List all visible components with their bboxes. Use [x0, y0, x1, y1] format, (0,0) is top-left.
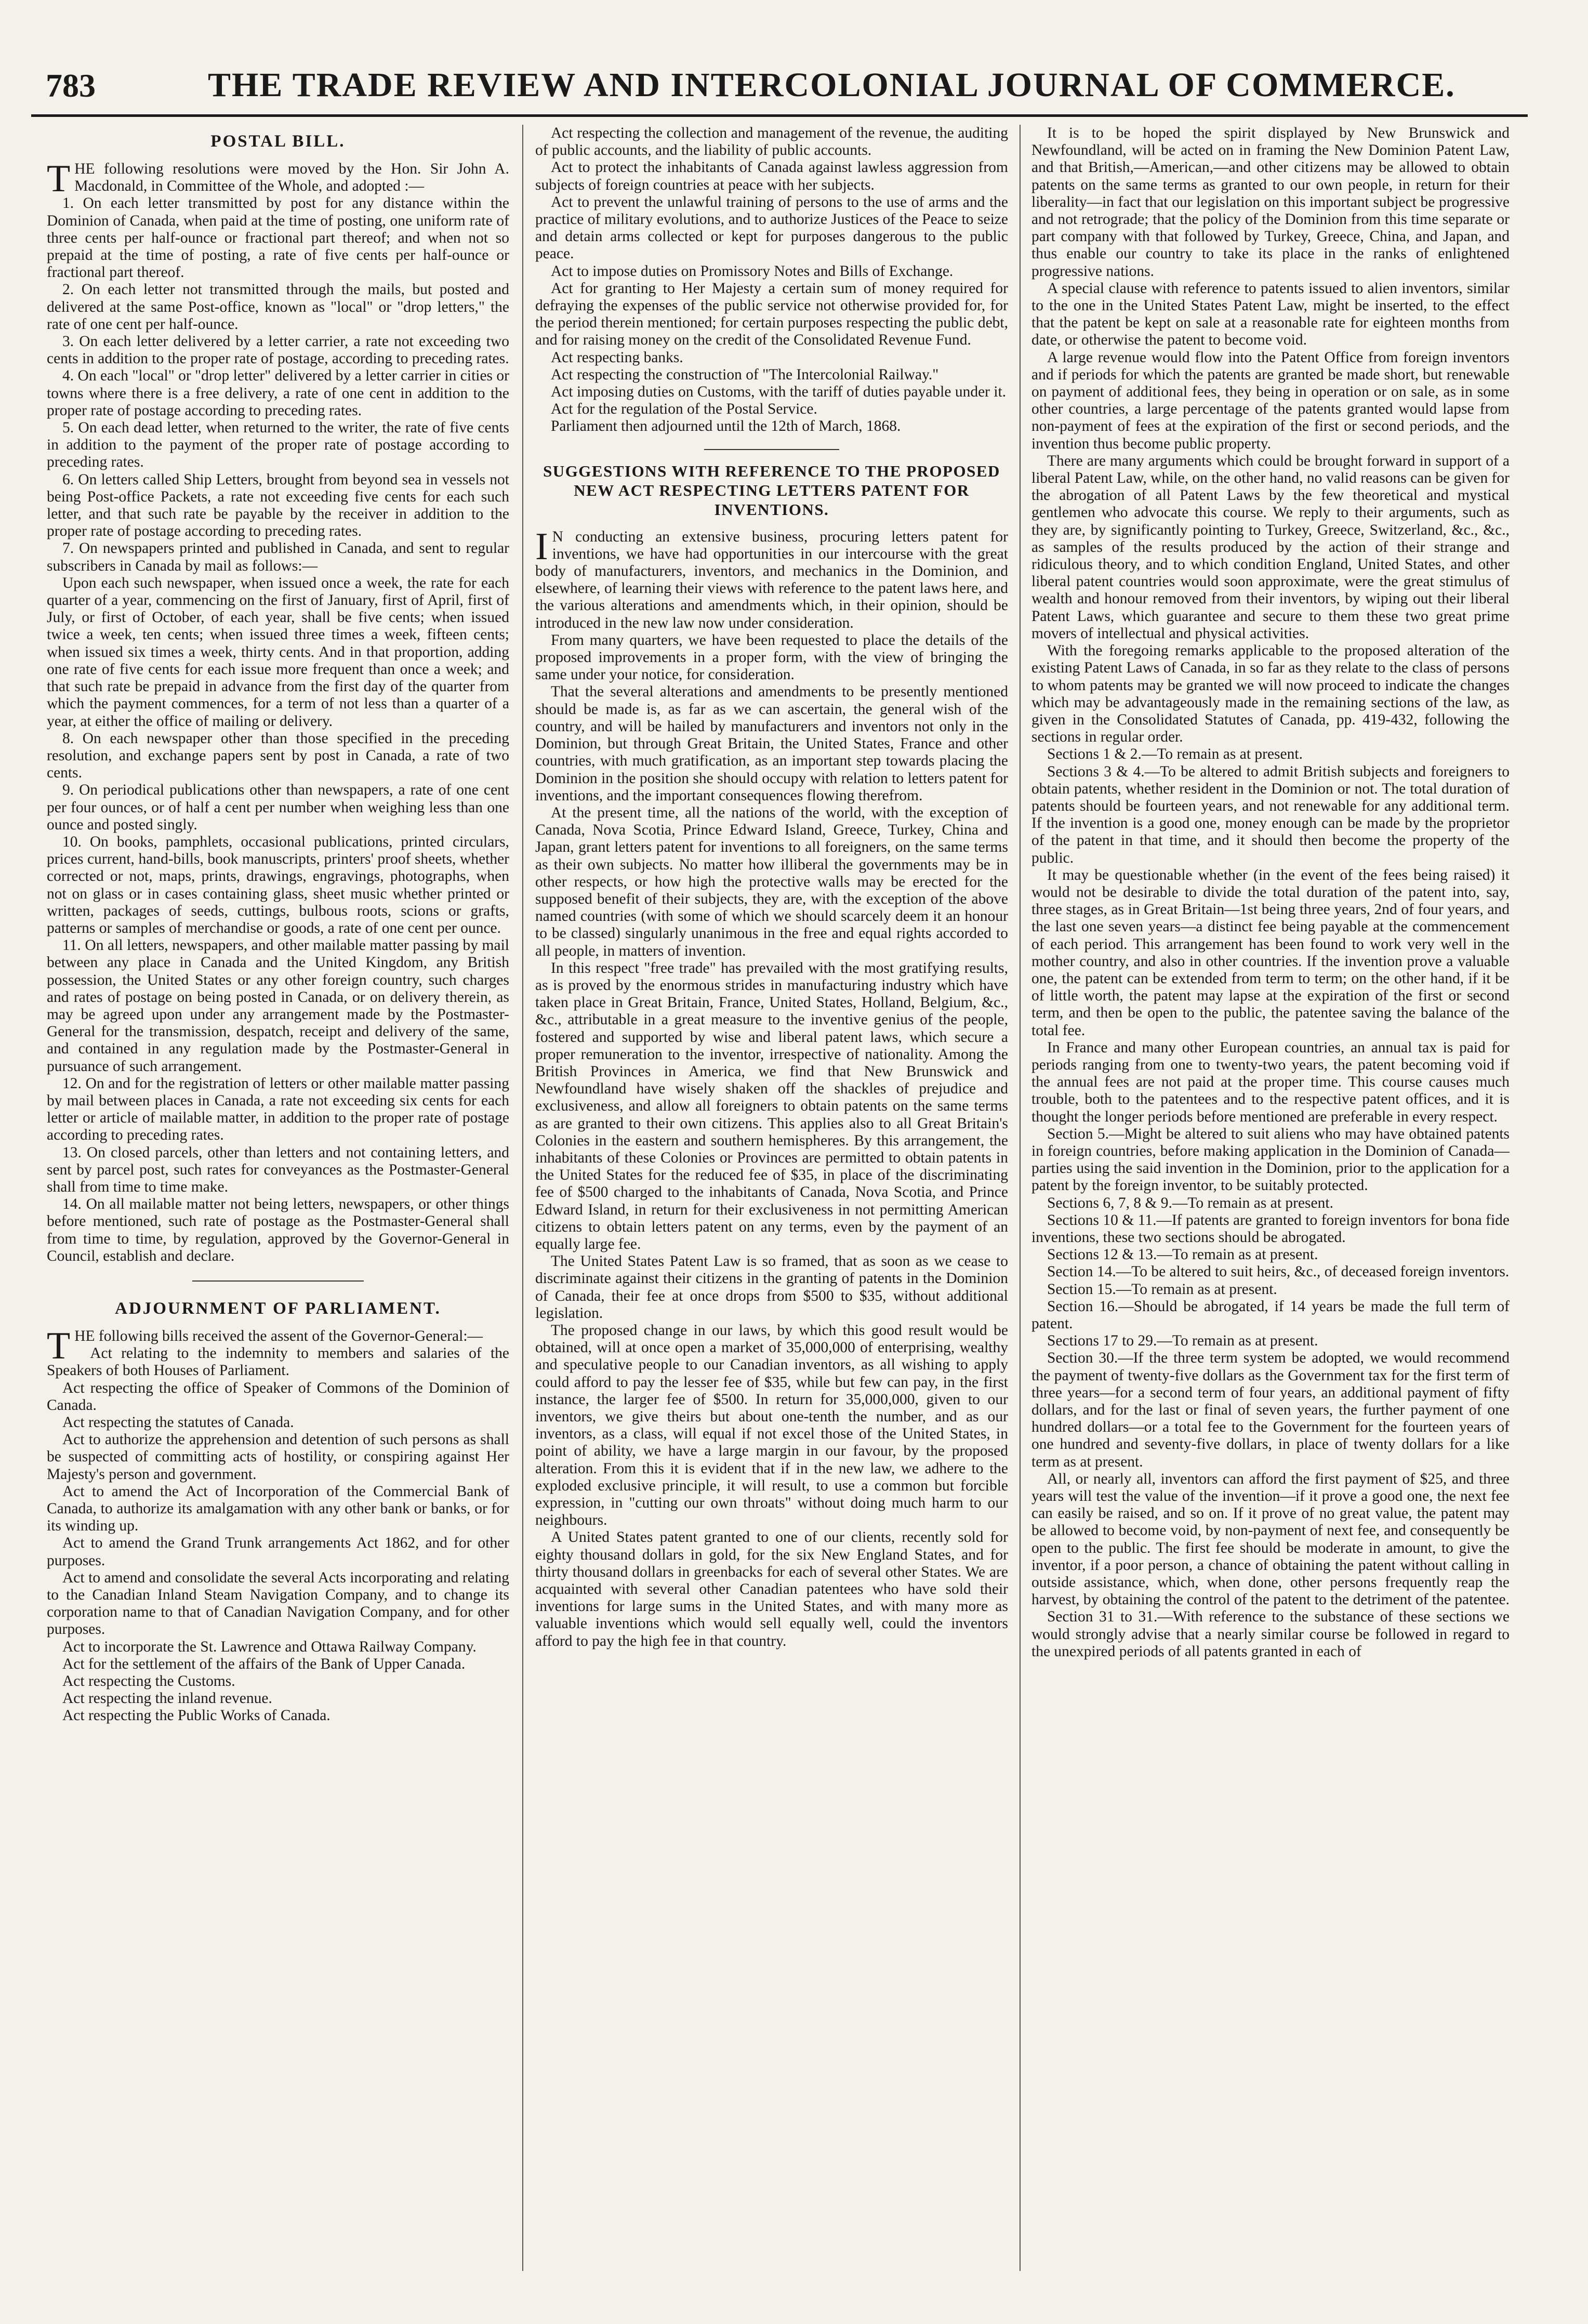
article-paragraph: Act to authorize the apprehension and detention of such persons as shall be suspected of committing acts of hostility, or conspiring against Her Majesty's person and government. — [47, 1431, 509, 1483]
journal-title: THE TRADE REVIEW AND INTERCOLONIAL JOURNAL OF COMMERCE. — [208, 66, 1455, 104]
article-paragraph: Act respecting the construction of "The Intercolonial Railway." — [551, 366, 939, 383]
article-paragraph: With the foregoing remarks applicable to the proposed alteration of the existing Patent Laws of Canada, in so far as they relate to the class of persons to whom patents may be granted we will now proceed to indicate the changes which may be advantageously made in the remaining sections of the law, as given in the Consolidated Statutes of Canada, pp. 419-432, following the sections in regular order. — [1031, 642, 1510, 746]
article-paragraph: Sections 17 to 29.—To remain as at present. — [1047, 1332, 1318, 1350]
article-paragraph: Sections 1 & 2.—To remain as at present. — [1047, 746, 1303, 763]
article-paragraph: Act to impose duties on Promissory Notes and Bills of Exchange. — [551, 262, 954, 280]
suggestions-heading: SUGGESTIONS WITH REFERENCE TO THE PROPOSED NEW ACT RESPECTING LETTERS PATENT FOR INVENTIONS. — [543, 461, 1000, 519]
article-paragraph: Section 14.—To be altered to suit heirs, &c., of deceased foreign inventors. — [1047, 1263, 1510, 1280]
article-paragraph: It may be questionable whether (in the event of the fees being raised) it would not be desirable to divide the total duration of the patent into, say, three stages, as in Great Britain—1st being three years, 2nd of four years, and the last one seven years—a distinct fee being payable at the commencement of each period. This arrangement has been found to work very well in the mother country, and also in other countries. If the invention prove a valuable one, the patent can be extended from term to term; on the other hand, if it be of little worth, the patent may lapse at the expiration of the first or second term, and then be open to the public, the patentee saving the balance of the total fee. — [1031, 866, 1510, 1039]
article-paragraph: 5. On each dead letter, when returned to the writer, the rate of five cents in addition to the payment of the proper rate of postage according to preceding rates. — [47, 419, 509, 471]
column-rule — [1020, 125, 1021, 2271]
article-paragraph: 1. On each letter transmitted by post for any distance within the Dominion of Canada, when paid at the time of posting, one uniform rate of three cents per half-ounce or fractional part thereof; and when not so prepaid at the time of posting, a rate of five cents per half-ounce or fractional part thereof. — [47, 195, 509, 281]
article-paragraph: Act to amend the Act of Incorporation of the Commercial Bank of Canada, to authorize its amalgamation with any other bank or banks, or for its winding up. — [47, 1483, 509, 1535]
article-paragraph: Act imposing duties on Customs, with the tariff of duties payable under it. — [551, 384, 1007, 401]
column-1 — [47, 125, 509, 2271]
article-paragraph: 14. On all mailable matter not being letters, newspapers, or other things before mentioned, such rate of postage as the Postmaster-General shall from time to time, by regulation, approved by the Governor-General in Council, establish and declare. — [47, 1196, 509, 1264]
article-paragraph: Act for the settlement of the affairs of the Bank of Upper Canada. — [62, 1655, 466, 1672]
postal-bill-intro: THE following resolutions were moved by the Hon. Sir John A. Macdonald, in Committee of the Whole, and adopted :— — [47, 157, 509, 200]
adjournment-intro: THE following bills received the assent of the Governor-General:— — [47, 1325, 483, 1367]
article-paragraph: Section 16.—Should be abrogated, if 14 years be made the full term of patent. — [1031, 1298, 1510, 1332]
article-paragraph: Act respecting banks. — [551, 349, 683, 366]
article-paragraph: Act to incorporate the St. Lawrence and Ottawa Railway Company. — [62, 1638, 477, 1655]
article-paragraph: IN conducting an extensive business, procuring letters patent for inventions, we have had opportunities in our intercourse with the great body of manufacturers, inventors, and mechanics in the Dominion, and elsewhere, of learning their views with reference to the patent laws here, and the various alterations and amendments which, in their opinion, should be introduced in the new law now under consideration. — [535, 525, 1008, 631]
article-paragraph: Upon each such newspaper, when issued once a week, the rate for each quarter of a year, commencing on the first of January, first of April, first of July, or first of October, of each year, shall be five cents; when issued twice a week, ten cents; when issued three times a week, fifteen cents; when issued six times a week, thirty cents. And in that proportion, adding one rate of five cents for each issue more frequent than once a week; and that such rate be prepaid in advance from the first day of the quarter from which the payment commences, for a term of not less than a quarter of a year, at either the office of mailing or delivery. — [47, 574, 509, 730]
article-paragraph: 9. On periodical publications other than newspapers, a rate of one cent per four ounces, or of half a cent per number when weighing less than one ounce and posted singly. — [47, 782, 509, 833]
postal-bill-heading: POSTAL BILL. — [210, 132, 346, 151]
article-paragraph: 2. On each letter not transmitted through the mails, but posted and delivered at the same Post-office, known as "local" or "drop letters," the rate of one cent per half-ounce. — [47, 281, 509, 333]
article-paragraph: 13. On closed parcels, other than letters and not containing letters, and sent by parcel post, such rates for conveyances as the Postmaster-General shall from time to time make. — [47, 1144, 509, 1195]
article-paragraph: 7. On newspapers printed and published in Canada, and sent to regular subscribers in Canada by mail as follows:— — [47, 540, 509, 574]
article-paragraph: It is to be hoped the spirit displayed by New Brunswick and Newfoundland, will be acted on in framing the New Dominion Patent Law, and that British,—American,—and other citizens may be allowed to obtain patents on the same terms as granted to our own people, in return for their liberality—in fact that our legislation on this important subject be progressive and not retrograde; that the policy of the Dominion from this time separate or part company with that followed by Turkey, Greece, China, and Japan, and thus enable our country to take its place in the ranks of enlightened progressive nations. — [1031, 125, 1510, 280]
article-paragraph: Section 31 to 31.—With reference to the substance of these sections we would strongly advise that a nearly similar course be followed in regard to the unexpired periods of all patents granted in each of — [1031, 1608, 1510, 1660]
postal-bill-resolutions — [47, 195, 509, 1265]
article-paragraph: There are many arguments which could be brought forward in support of a liberal Patent Law, while, on the other hand, no valid reasons can be given for the abrogation of all Patent Laws by the few theoretical and mystical gentlemen who advocate this course. We reply to their arguments, such as they are, by significantly pointing to Turkey, Greece, Switzerland, &c., &c., as samples of the results produced by the action of their strange and ridiculous theory, and to which condition England, United States, and other liberal patent countries would soon approximate, were the great stimulus of wealth and honour removed from their inventors, by wiping out their liberal Patent Laws, which guarantee and secure to them these two great prime movers of intellectual and physical activities. — [1031, 452, 1510, 642]
article-paragraph: Sections 6, 7, 8 & 9.—To remain as at present. — [1047, 1194, 1333, 1211]
article-paragraph: 10. On books, pamphlets, occasional publications, printed circulars, prices current, hand-bills, book manuscripts, printers' proof sheets, whether corrected or not, maps, prints, drawings, engravings, photographs, when not on glass or in cases containing glass, sheet music whether printed or written, packages of seeds, cuttings, bulbous roots, scions or grafts, patterns or samples of merchandise or goods, a rate of one cent per ounce. — [47, 833, 509, 936]
article-paragraph: Act to amend the Grand Trunk arrangements Act 1862, and for other purposes. — [47, 1535, 509, 1569]
bills-list — [47, 1345, 509, 1724]
article-paragraph: Sections 12 & 13.—To remain as at present. — [1047, 1246, 1318, 1263]
article-paragraph: Section 5.—Might be altered to suit aliens who may have obtained patents in foreign countries, before making application in the Dominion of Canada—parties using the said invention in the Dominion, prior to the application for a patent by the foreign inventor, to be suitably protected. — [1031, 1125, 1510, 1194]
article-paragraph: A large revenue would flow into the Patent Office from foreign inventors and if periods for which the patents are granted be made short, but renewable on payment of additional fees, they being in operation or on sale, as in some other countries, a large percentage of the patents granted would lapse from non-payment of fees at the expiration of the first or second periods, and the invention thus become public property. — [1031, 349, 1510, 452]
article-paragraph: Sections 3 & 4.—To be altered to admit British subjects and foreigners to obtain patents, whether resident in the Dominion or not. The total duration of patents should be fourteen years, and not renewable for any additional term. If the invention is a good one, money enough can be made by the proprietor of the patent in that time, and it should then become the property of the public. — [1031, 763, 1510, 866]
article-paragraph: All, or nearly all, inventors can afford the first payment of $25, and three years will test the value of the invention—if it prove a good one, the next fee can easily be raised, and so on. If it prove of no great value, the patent may be allowed to become void, by non-payment of next fee, and consequently be open to the public. The first fee should be moderate in amount, to give the inventor, if a poor person, a chance of obtaining the patent without calling in outside assistance, which, when done, other persons frequently reap the harvest, by obtaining the control of the patent to the detriment of the patentee. — [1031, 1470, 1510, 1608]
article-paragraph: 11. On all letters, newspapers, and other mailable matter passing by mail between any place in Canada and the United Kingdom, any British possession, the United States or any other foreign country, such charges and rates of postage on being posted in Canada, or on delivery therein, as may be agreed upon under any arrangement made by the Postmaster-General for the transmission, despatch, receipt and delivery of the same, and contained in any regulation made by the Postmaster-General in pursuance of such arrangement. — [47, 937, 509, 1075]
article-paragraph: Act to protect the inhabitants of Canada against lawless aggression from subjects of foreign countries at peace with her subjects. — [535, 159, 1008, 193]
suggestions-body — [535, 525, 1008, 1650]
article-paragraph: At the present time, all the nations of the world, with the exception of Canada, Nova Scotia, Prince Edward Island, Greece, Turkey, China and Japan, grant letters patent for inventions to all foreigners, on the same terms as their own subjects. No matter how illiberal the governments may be in other respects, or how high the protective walls may be erected for the supposed benefit of their subjects, they are, with the exception of the above named countries (with some of which we should scarcely deem it an honour to be classed) singularly unanimous in the free and equal rights accorded to all people, in matters of invention. — [535, 804, 1008, 959]
article-paragraph: Act for the regulation of the Postal Service. — [551, 401, 817, 418]
article-paragraph: Act respecting the Public Works of Canada. — [62, 1707, 330, 1724]
column-rule — [522, 125, 523, 2271]
article-paragraph: Act to amend and consolidate the several Acts incorporating and relating to the Canadian Inland Steam Navigation Company, and to change its corporation name to that of Canadian Navigation Company, and for other purposes. — [47, 1569, 509, 1638]
article-paragraph: The United States Patent Law is so framed, that as soon as we cease to discriminate against their citizens in the granting of patents in the Dominion of Canada, their fee at once drops from $500 to $35, without additional legislation. — [535, 1253, 1008, 1322]
article-paragraph: Section 30.—If the three term system be adopted, we would recommend the payment of twenty-five dollars as the Government tax for the first term of three years—for a second term of four years, an additional payment of fifty dollars, and for the last or final of seven years, the further payment of one hundred dollars—or a total fee to the Government for the fourteen years of one hundred and seventy-five dollars, in place of twenty dollars for a like term as at present. — [1031, 1350, 1510, 1470]
article-paragraph: 3. On each letter delivered by a letter carrier, a rate not exceeding two cents in addition to the proper rate of postage, according to preceding rates. — [47, 333, 509, 367]
article-paragraph: Act to prevent the unlawful training of persons to the use of arms and the practice of military evolutions, and to authorize Justices of the Peace to seize and detain arms collected or kept for purposes dangerous to the public peace. — [535, 193, 1008, 262]
article-paragraph: Act for granting to Her Majesty a certain sum of money required for defraying the expenses of the public service not otherwise provided for, for the period therein mentioned; for certain purposes respecting the public debt, and for raising money on the credit of the Consolidated Revenue Fund. — [535, 280, 1008, 349]
article-paragraph: 8. On each newspaper other than those specified in the preceding resolution, and exchange papers sent by post in Canada, a rate of two cents. — [47, 730, 509, 782]
page-number: 783 — [46, 67, 96, 104]
section-divider — [192, 1280, 364, 1282]
article-paragraph: A United States patent granted to one of our clients, recently sold for eighty thousand dollars in gold, for the six New England States, and for thirty thousand dollars in greenbacks for each of several other States. We are acquainted with several other Canadian patentees who have sold their inventions for large sums in the United States, and with many more as valuable inventions which would sell equally well, could the inventors afford to pay the high fee in that country. — [535, 1529, 1008, 1649]
article-paragraph: 4. On each "local" or "drop letter" delivered by a letter carrier in cities or towns where there is a free delivery, a rate of one cent in addition to the proper rate of postage according to preceding rates. — [47, 367, 509, 419]
section-divider — [704, 449, 839, 450]
article-paragraph: Act relating to the indemnity to members and salaries of the Speakers of both Houses of Parliament. — [47, 1345, 509, 1379]
article-paragraph: Act respecting the office of Speaker of Commons of the Dominion of Canada. — [47, 1379, 509, 1414]
article-paragraph: Act respecting the statutes of Canada. — [62, 1414, 294, 1431]
suggestions-body-continued — [1031, 125, 1510, 1660]
article-paragraph: Section 15.—To remain as at present. — [1047, 1280, 1277, 1298]
article-paragraph: 12. On and for the registration of letters or other mailable matter passing by mail between places in Canada, a rate not exceeding six cents for each letter or article of mailable matter, in addition to the proper rate of postage according to preceding rates. — [47, 1075, 509, 1144]
article-paragraph: Sections 10 & 11.—If patents are granted to foreign inventors for bona fide inventions, these two sections should be abrogated. — [1031, 1211, 1510, 1246]
column-2 — [535, 125, 1008, 2271]
article-paragraph: A special clause with reference to patents issued to alien inventors, similar to the one in the United States Patent Law, might be inserted, to the effect that the patent be kept on sale at a reasonable rate for eighteen months from date, or otherwise the patent to become void. — [1031, 280, 1510, 349]
bills-list-continued — [535, 125, 1008, 435]
article-paragraph: From many quarters, we have been requested to place the details of the proposed improvements in a proper form, with the view of bringing the same under your notice, for consideration. — [535, 631, 1008, 683]
article-paragraph: In this respect "free trade" has prevailed with the most gratifying results, as is proved by the enormous strides in manufacturing industry which have taken place in Great Britain, France, United States, Holland, Belgium, &c., &c., attributable in a great measure to the inventive genius of the people, fostered and supported by wise and liberal patent laws, which secure a proper remuneration to the inventor, irrespective of nationality. Among the British Provinces in America, we find that New Brunswick and Newfoundland have wisely shaken off the shackles of prejudice and exclusiveness, and allow all foreigners to obtain patents on the same terms as are granted to their own citizens. This applies also to all Great Britain's Colonies in the eastern and southern hemispheres. By this arrangement, the inhabitants of these Colonies or Provinces are permitted to obtain patents in the United States for the reduced fee of $35, in place of the discriminating fee of $500 charged to the inhabitants of Canada, Nova Scotia, and Prince Edward Island, in return for their exclusiveness in not permitting American citizens to obtain letters patent on any terms, even by the payment of an equally large fee. — [535, 959, 1008, 1252]
article-paragraph: 6. On letters called Ship Letters, brought from beyond sea in vessels not being Post-office Packets, a rate not exceeding five cents for each such letter, and that such rate be payable by the receiver in addition to the proper rate of postage according to preceding rates. — [47, 471, 509, 540]
article-paragraph: Act respecting the collection and management of the revenue, the auditing of public accounts, and the liability of public accounts. — [535, 125, 1008, 159]
article-paragraph: The proposed change in our laws, by which this good result would be obtained, will at once open a market of 35,000,000 of enterprising, wealthy and speculative people to our Canadian inventors, as all wishing to apply could afford to pay the lesser fee of $35, while but few can pay, in the first instance, the larger fee of $500. In return for 35,000,000, given to our inventors, we give theirs but about one-tenth the number, and as our inventors, as a class, will equal if not excel those of the United States, in point of ability, we have a large margin in our favour, by the proposed alteration. From this it is evident that if in the new law, we adhere to the exploded exclusive principle, it will result, to use a common but forcible expression, in "cutting our own throats" without doing much harm to our neighbours. — [535, 1322, 1008, 1529]
article-paragraph: That the several alterations and amendments to be presently mentioned should be made is, as far as we can ascertain, the general wish of the country, and will be hailed by manufacturers and inventors not only in the Dominion, but through Great Britain, the United States, France and other countries, with much gratification, as an important step towards placing the Dominion in the position she should occupy with relation to letters patent for inventions, and the important consequences flowing therefrom. — [535, 683, 1008, 804]
article-paragraph: In France and many other European countries, an annual tax is paid for periods ranging from one to twenty-two years, the patent becoming void if the annual fees are not paid at the proper time. This course causes much trouble, both to the patentees and to the respective patent offices, and it is thought the longer periods before mentioned are preferable in every respect. — [1031, 1039, 1510, 1125]
article-paragraph: Parliament then adjourned until the 12th of March, 1868. — [551, 418, 901, 435]
article-paragraph: Act respecting the Customs. — [62, 1673, 235, 1690]
page-header — [31, 62, 1528, 117]
article-paragraph: Act respecting the inland revenue. — [62, 1690, 272, 1707]
column-3 — [1031, 125, 1510, 2271]
adjournment-heading: ADJOURNMENT OF PARLIAMENT. — [115, 1299, 441, 1318]
